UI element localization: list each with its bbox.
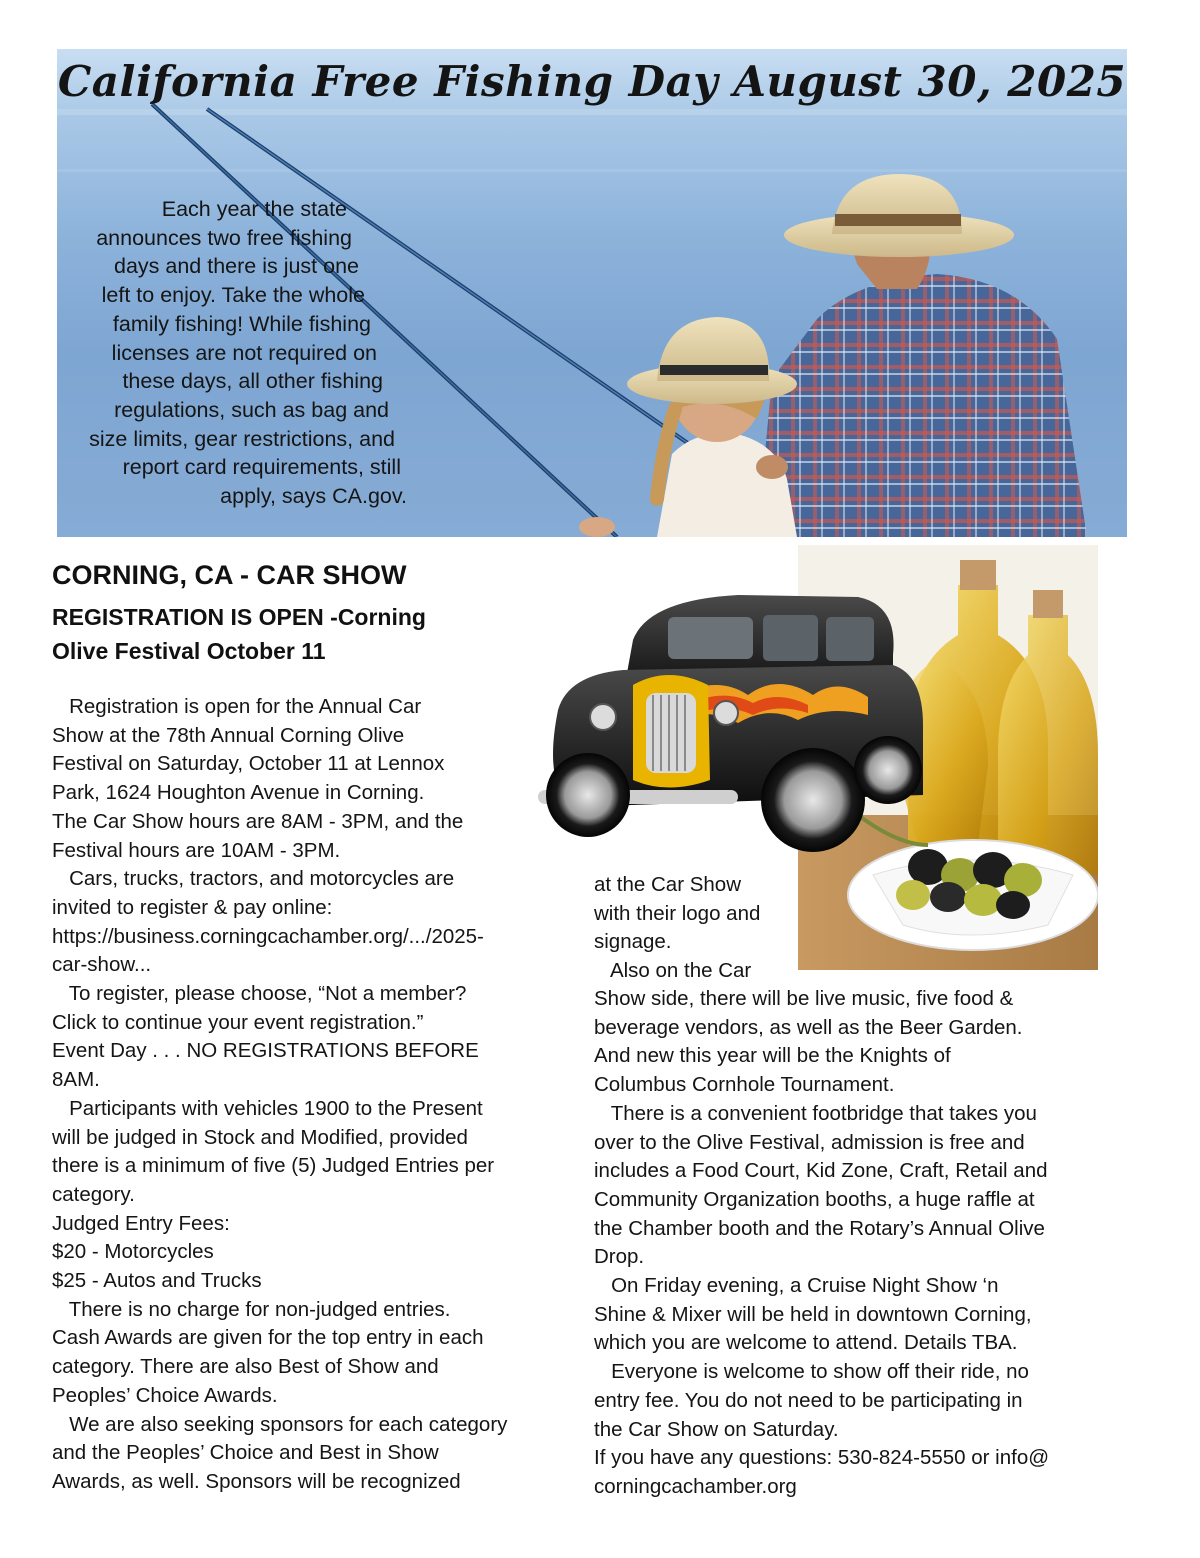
text-line: Also on the Car xyxy=(594,959,752,983)
text-line: Park, 1624 Houghton Avenue in Corning. xyxy=(52,781,425,805)
banner-line: left to enjoy. Take the whole xyxy=(101,283,365,308)
text-line: Community Organization booths, a huge raffle at xyxy=(594,1187,1035,1211)
text-line: entry fee. You do not need to be participating in xyxy=(594,1388,1023,1412)
text-line: The Car Show hours are 8AM - 3PM, and the xyxy=(52,809,464,833)
text-line: Show side, there will be live music, five food & xyxy=(594,987,1014,1010)
banner-line: report card requirements, still xyxy=(122,455,401,480)
article-right-column-top xyxy=(594,871,814,986)
text-line: invited to register & pay online: xyxy=(52,895,333,919)
banner-line: Each year the state xyxy=(161,197,347,221)
registration-link-continued[interactable]: car-show... xyxy=(52,953,152,977)
banner-line: family fishing! While fishing xyxy=(112,311,371,336)
text-line: includes a Food Court, Kid Zone, Craft, Retail and xyxy=(594,1159,1048,1183)
text-line: There is no charge for non-judged entries. xyxy=(52,1297,451,1321)
fees-heading: Judged Entry Fees: xyxy=(52,1211,230,1235)
text-line: the Chamber booth and the Rotary’s Annual Olive xyxy=(594,1216,1045,1240)
fee-motorcycles: $20 - Motorcycles xyxy=(52,1240,214,1264)
fee-autos-trucks: $25 - Autos and Trucks xyxy=(52,1269,262,1293)
article-left-column xyxy=(52,693,582,1497)
text-line: signage. xyxy=(594,930,672,954)
banner-line: announces two free fishing xyxy=(96,225,352,250)
text-line: Awards, as well. Sponsors will be recognized xyxy=(52,1469,461,1493)
text-line: Festival hours are 10AM - 3PM. xyxy=(52,838,341,862)
text-line: and the Peoples’ Choice and Best in Show xyxy=(52,1441,439,1465)
text-line: Everyone is welcome to show off their ride, no xyxy=(594,1360,1029,1384)
banner-line: size limits, gear restrictions, and xyxy=(89,426,395,451)
text-line: Registration is open for the Annual Car xyxy=(52,695,422,718)
banner-title: California Free Fishing Day August 30, 2025 xyxy=(57,57,1127,106)
registration-link[interactable]: https://business.corningcachamber.org/.../2025- xyxy=(52,924,484,948)
article-subheading xyxy=(52,600,532,668)
banner-line: regulations, such as bag and xyxy=(114,397,389,422)
banner-line: licenses are not required on xyxy=(111,340,377,365)
subheading-line: Olive Festival October 11 xyxy=(52,638,326,664)
text-line: at the Car Show xyxy=(594,873,741,896)
text-line: To register, please choose, “Not a member? xyxy=(52,982,467,1006)
text-line: Cash Awards are given for the top entry in each xyxy=(52,1326,484,1350)
text-line: Columbus Cornhole Tournament. xyxy=(594,1073,895,1097)
text-line: There is a convenient footbridge that takes you xyxy=(594,1101,1037,1125)
text-line: will be judged in Stock and Modified, provided xyxy=(52,1125,468,1149)
text-line: And new this year will be the Knights of xyxy=(594,1044,951,1068)
article-right-column xyxy=(594,985,1154,1502)
text-line: with their logo and xyxy=(594,901,761,925)
banner-line: these days, all other fishing xyxy=(122,369,383,394)
text-line: Festival on Saturday, October 11 at Lennox xyxy=(52,752,445,776)
text-line: category. xyxy=(52,1182,135,1206)
fishing-banner xyxy=(57,49,1127,537)
banner-line: apply, says CA.gov. xyxy=(220,484,407,509)
contact-email-continued[interactable]: corningcachamber.org xyxy=(594,1474,797,1498)
text-line: there is a minimum of five (5) Judged Entries per xyxy=(52,1154,495,1178)
article-heading: CORNING, CA - CAR SHOW xyxy=(52,560,407,590)
banner-paragraph xyxy=(57,195,477,511)
text-line: category. There are also Best of Show and xyxy=(52,1355,439,1379)
text-line: the Car Show on Saturday. xyxy=(594,1417,839,1441)
text-line: Event Day . . . NO REGISTRATIONS BEFORE xyxy=(52,1039,479,1063)
contact-line[interactable]: If you have any questions: 530-824-5550 or info@ xyxy=(594,1446,1050,1470)
text-line: 8AM. xyxy=(52,1068,100,1092)
banner-line: days and there is just one xyxy=(113,254,359,279)
text-line: We are also seeking sponsors for each category xyxy=(52,1412,508,1436)
text-line: Peoples’ Choice Awards. xyxy=(52,1383,278,1407)
text-line: which you are welcome to attend. Details TBA. xyxy=(594,1331,1018,1355)
text-line: Show at the 78th Annual Corning Olive xyxy=(52,723,405,747)
text-line: Participants with vehicles 1900 to the Present xyxy=(52,1096,483,1120)
text-line: beverage vendors, as well as the Beer Garden. xyxy=(594,1015,1023,1039)
text-line: Cars, trucks, tractors, and motorcycles are xyxy=(52,867,455,891)
text-line: Shine & Mixer will be held in downtown Corning, xyxy=(594,1302,1032,1326)
text-line: Drop. xyxy=(594,1245,645,1269)
subheading-line: REGISTRATION IS OPEN -Corning xyxy=(52,604,426,630)
text-line: over to the Olive Festival, admission is free and xyxy=(594,1130,1025,1154)
text-line: On Friday evening, a Cruise Night Show ‘n xyxy=(594,1274,999,1298)
text-line: Click to continue your event registration.” xyxy=(52,1010,424,1034)
